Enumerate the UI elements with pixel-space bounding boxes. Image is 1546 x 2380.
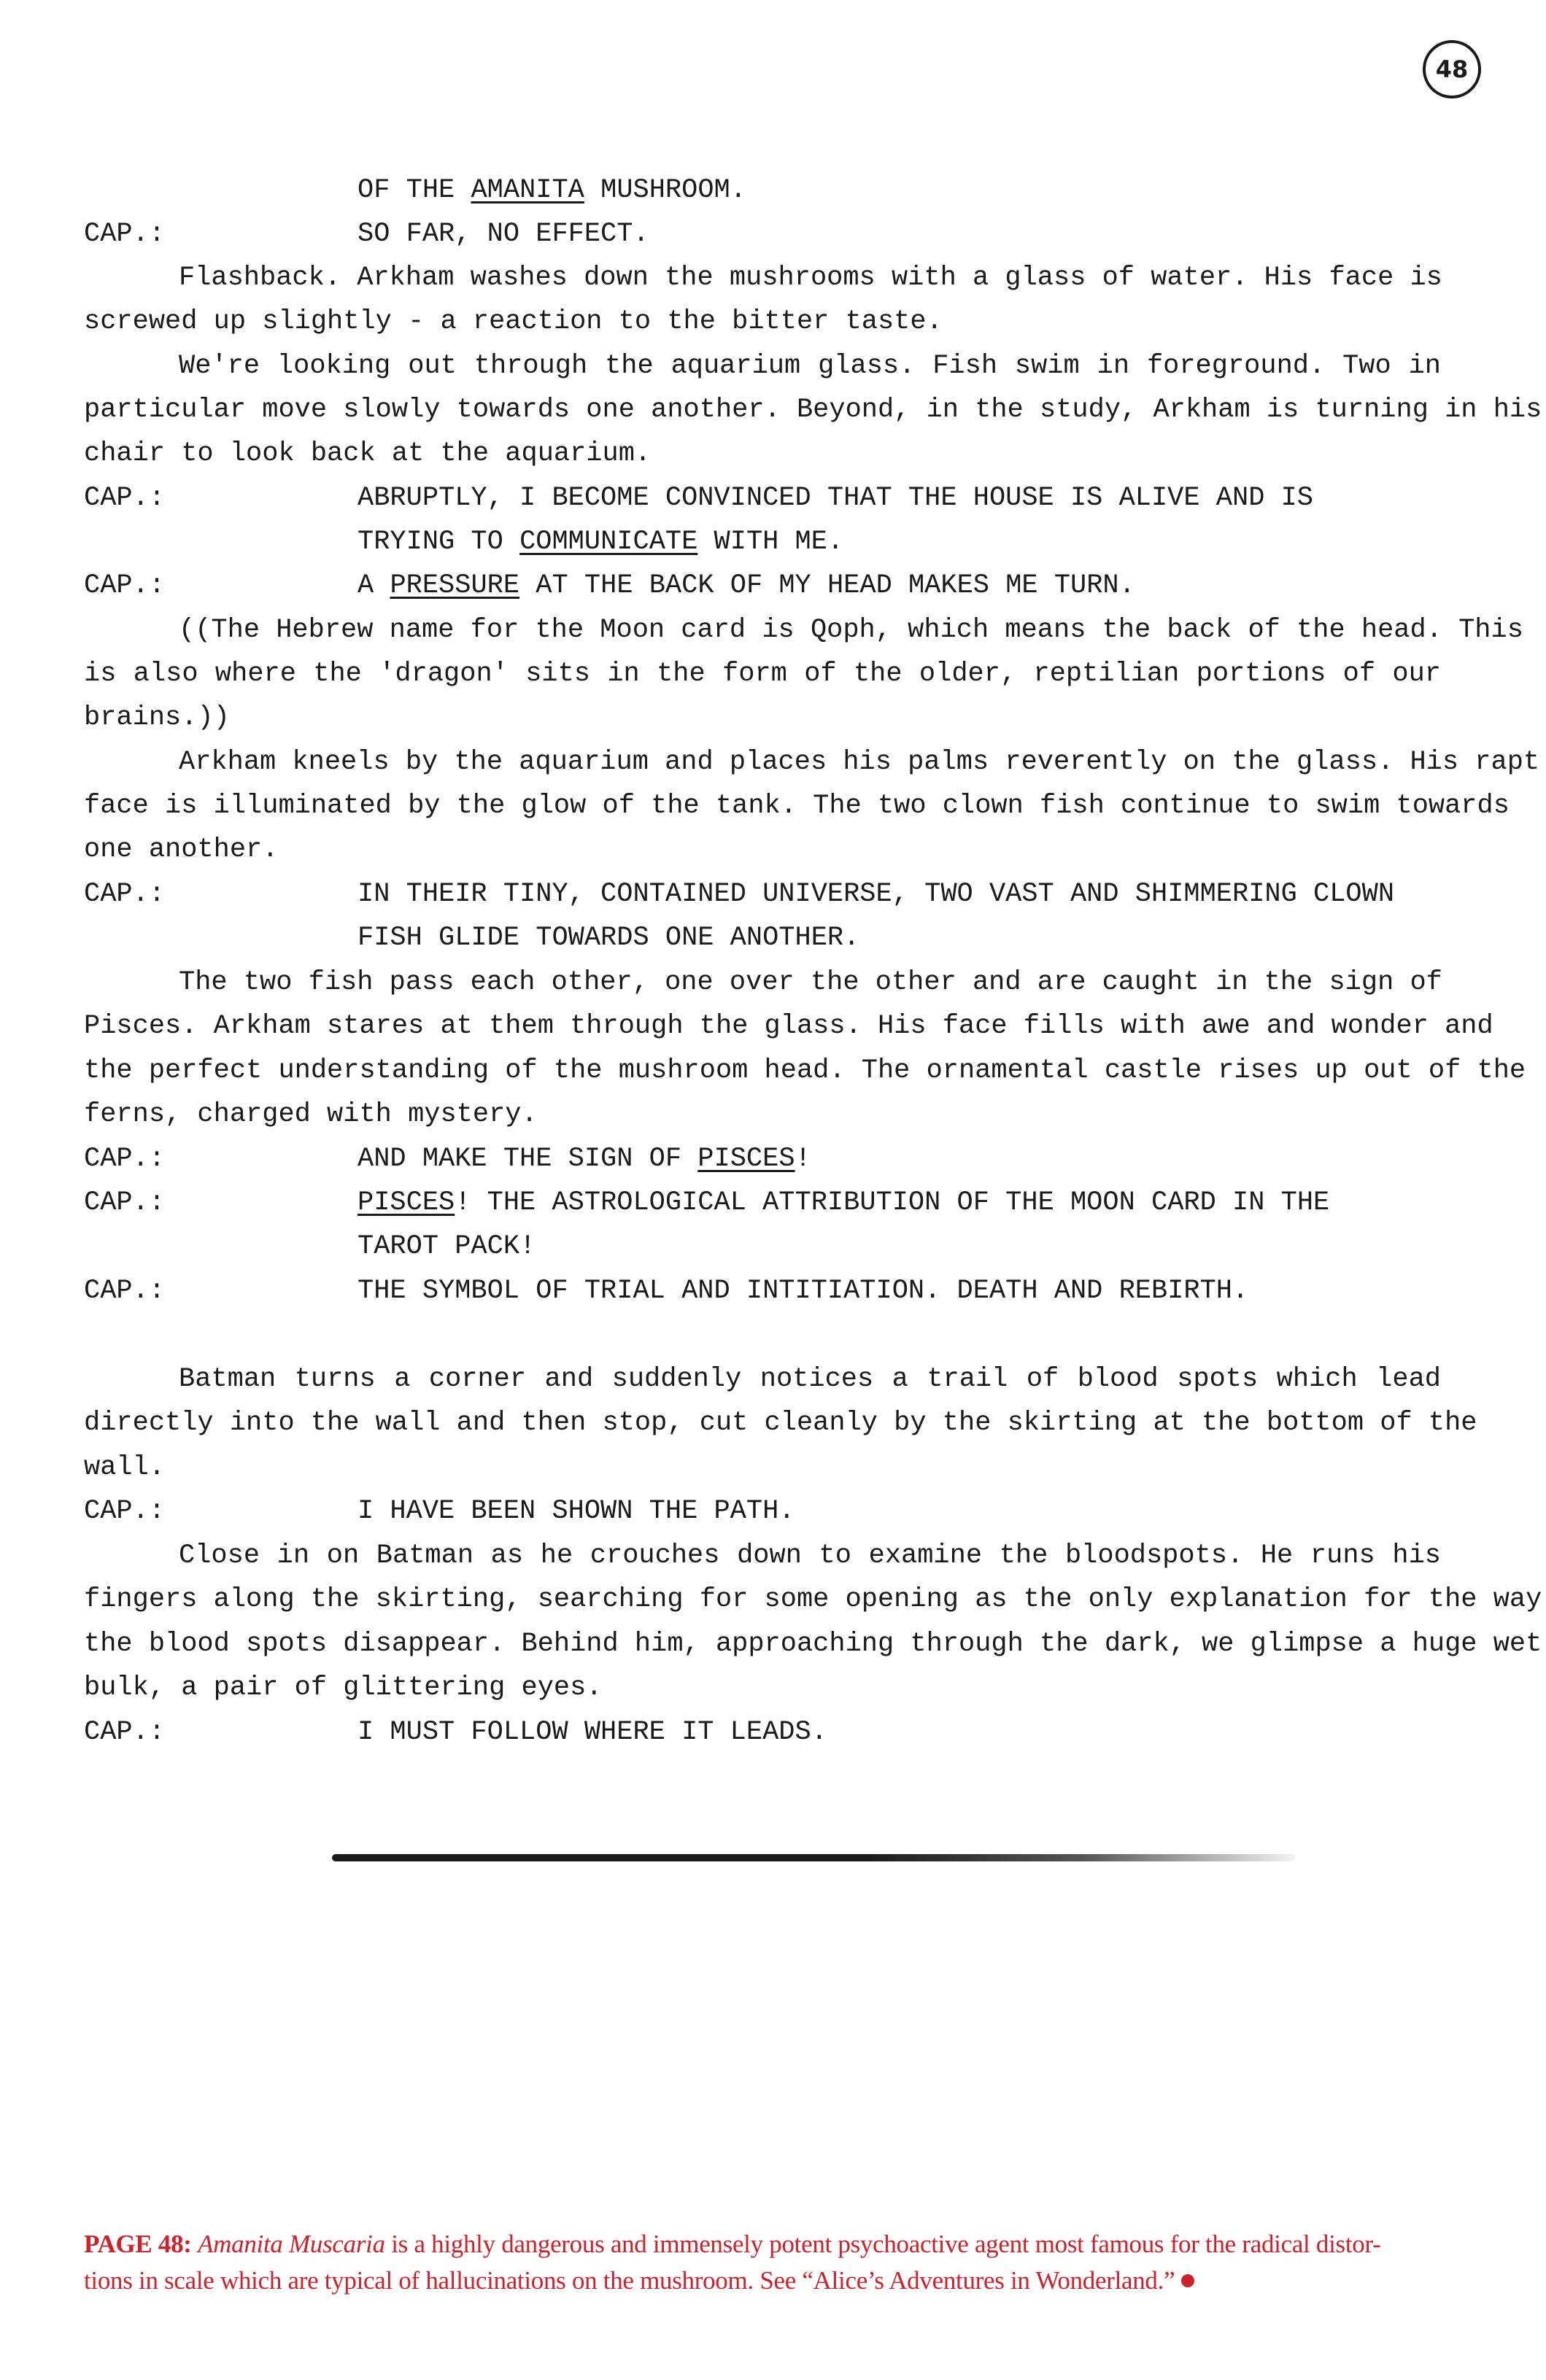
action-line: brains.)) (84, 702, 230, 733)
annotation-label: PAGE 48: (84, 2230, 192, 2258)
cap-label: CAP.: (84, 879, 166, 910)
action-line: Close in on Batman as he crouches down to examine the bloodspots. He runs his (179, 1540, 1441, 1571)
end-rule (332, 1854, 1295, 1861)
caption-line: AND MAKE THE SIGN OF PISCES! (357, 1144, 811, 1174)
caption-line: I MUST FOLLOW WHERE IT LEADS. (357, 1717, 827, 1748)
action-line: fingers along the skirting, searching for some opening as the only explanation for the way (84, 1584, 1542, 1615)
action-line: screwed up slightly - a reaction to the bitter taste. (84, 306, 943, 337)
action-line: one another. (84, 834, 279, 865)
cap-label: CAP.: (84, 1144, 166, 1174)
cap-label: CAP.: (84, 1187, 166, 1218)
caption-line: FISH GLIDE TOWARDS ONE ANOTHER. (357, 923, 860, 953)
annotation-italic: Amanita Muscaria (198, 2230, 385, 2258)
cap-label: CAP.: (84, 570, 166, 601)
caption-line: TRYING TO COMMUNICATE WITH ME. (357, 527, 844, 557)
action-line: The two fish pass each other, one over the other and are caught in the sign of (179, 967, 1442, 998)
action-line: the blood spots disappear. Behind him, approaching through the dark, we glimpse a huge wet (84, 1629, 1542, 1659)
action-line: Batman turns a corner and suddenly notices a trail of blood spots which lead (179, 1364, 1441, 1395)
caption-line: SO FAR, NO EFFECT. (357, 219, 649, 249)
caption-line: A PRESSURE AT THE BACK OF MY HEAD MAKES ME TURN. (357, 570, 1135, 601)
caption-line: I HAVE BEEN SHOWN THE PATH. (357, 1496, 795, 1527)
caption-line: OF THE AMANITA MUSHROOM. (357, 175, 746, 206)
action-line: chair to look back at the aquarium. (84, 438, 652, 469)
cap-label: CAP.: (84, 1717, 166, 1748)
page-annotation (84, 2226, 1463, 2299)
action-line: Flashback. Arkham washes down the mushrooms with a glass of water. His face is (179, 263, 1442, 293)
page-number: 48 (1423, 40, 1481, 98)
cap-label: CAP.: (84, 219, 166, 249)
action-line: particular move slowly towards one another. Beyond, in the study, Arkham is turning in his (84, 395, 1542, 425)
action-line: We're looking out through the aquarium glass. Fish swim in foreground. Two in (179, 351, 1441, 381)
caption-line: THE SYMBOL OF TRIAL AND INTITIATION. DEATH AND REBIRTH. (357, 1276, 1249, 1306)
annotation-text: is a highly dangerous and immensely potent psychoactive agent most famous for the radical distor- (384, 2230, 1381, 2258)
cap-label: CAP.: (84, 1496, 166, 1527)
cap-label: CAP.: (84, 1276, 166, 1306)
action-line: wall. (84, 1452, 166, 1483)
action-line: bulk, a pair of glittering eyes. (84, 1672, 603, 1703)
action-line: ferns, charged with mystery. (84, 1099, 538, 1130)
annotation-text: tions in scale which are typical of hallucinations on the mushroom. See “Alice’s Adventures in Wonderland.” (84, 2266, 1175, 2295)
caption-line: IN THEIR TINY, CONTAINED UNIVERSE, TWO VAST AND SHIMMERING CLOWN (357, 879, 1395, 910)
cap-label: CAP.: (84, 483, 166, 513)
caption-line: TAROT PACK! (357, 1231, 536, 1262)
action-line: is also where the 'dragon' sits in the form of the older, reptilian portions of our (84, 659, 1441, 689)
action-line: Pisces. Arkham stares at them through the glass. His face fills with awe and wonder and (84, 1011, 1493, 1042)
action-line: directly into the wall and then stop, cut cleanly by the skirting at the bottom of the (84, 1408, 1477, 1438)
action-line: ((The Hebrew name for the Moon card is Qoph, which means the back of the head. This (179, 615, 1523, 646)
caption-line: ABRUPTLY, I BECOME CONVINCED THAT THE HOUSE IS ALIVE AND IS (357, 483, 1314, 513)
caption-line: PISCES! THE ASTROLOGICAL ATTRIBUTION OF THE MOON CARD IN THE (357, 1187, 1330, 1218)
action-line: the perfect understanding of the mushroom head. The ornamental castle rises up out of the (84, 1055, 1526, 1086)
end-mark-icon (1181, 2274, 1194, 2287)
action-line: face is illuminated by the glow of the tank. The two clown fish continue to swim towards (84, 791, 1510, 821)
action-line: Arkham kneels by the aquarium and places his palms reverently on the glass. His rapt (179, 747, 1540, 778)
